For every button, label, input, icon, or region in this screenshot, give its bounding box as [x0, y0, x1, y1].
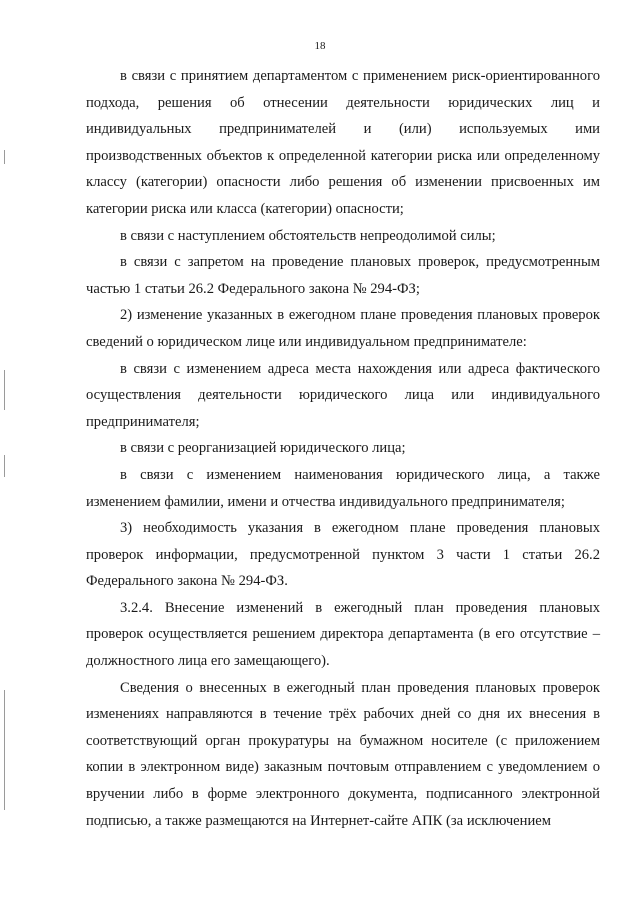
- paragraph: в связи с изменением наименования юридического лица, а также изменением фамилии, имени и отчества индивидуального предпринимателя;: [86, 466, 600, 510]
- document-body: [86, 63, 600, 834]
- paragraph: в связи с изменением адреса места нахождения или адреса фактического осуществления деятельности юридического лица или индивидуального предпринимателя;: [86, 360, 600, 430]
- page-number: 18: [314, 40, 326, 52]
- paragraph: в связи с наступлением обстоятельств непреодолимой силы;: [120, 227, 496, 244]
- margin-mark: [4, 150, 5, 164]
- paragraph: Сведения о внесенных в ежегодный план проведения плановых проверок изменениях направляются в течение трёх рабочих дней со дня их внесения в соответствующий орган прокуратуры на бумажном носителе (с приложением копии в электронном виде) заказным почтовым отправлением с уведомлением о вручении либо в форме электронного документа, подписанного электронной подписью, а также размещаются на Интернет-сайте АПК (за исключением: [86, 679, 600, 829]
- paragraph: 2) изменение указанных в ежегодном плане проведения плановых проверок сведений о юридическом лице или индивидуальном предпринимателе:: [86, 307, 600, 350]
- margin-mark: [4, 455, 5, 477]
- paragraph: в связи с запретом на проведение плановых проверок, предусмотренным частью 1 статьи 26.2 Федерального закона № 294-ФЗ;: [86, 254, 600, 297]
- paragraph: 3) необходимость указания в ежегодном плане проведения плановых проверок информации, предусмотренной пунктом 3 части 1 статьи 26.2 Федерального закона № 294-ФЗ.: [86, 520, 600, 590]
- margin-mark: [4, 690, 5, 810]
- paragraph: в связи с реорганизацией юридического лица;: [120, 440, 406, 457]
- scan-margin-marks: [4, 0, 10, 905]
- margin-mark: [4, 370, 5, 410]
- paragraph: 3.2.4. Внесение изменений в ежегодный план проведения плановых проверок осуществляется решением директора департамента (в его отсутствие – должностного лица его замещающего).: [86, 599, 600, 670]
- paragraph: в связи с принятием департаментом с применением риск-ориентированного подхода, решения об отнесении деятельности юридических лиц и индивидуальных предпринимателей и (или) используемых ими производственных объектов к определенной категории риска или определенному классу (категории) опасности либо решения об изменении присвоенных им категории риска или класса (категории) опасности;: [86, 68, 600, 217]
